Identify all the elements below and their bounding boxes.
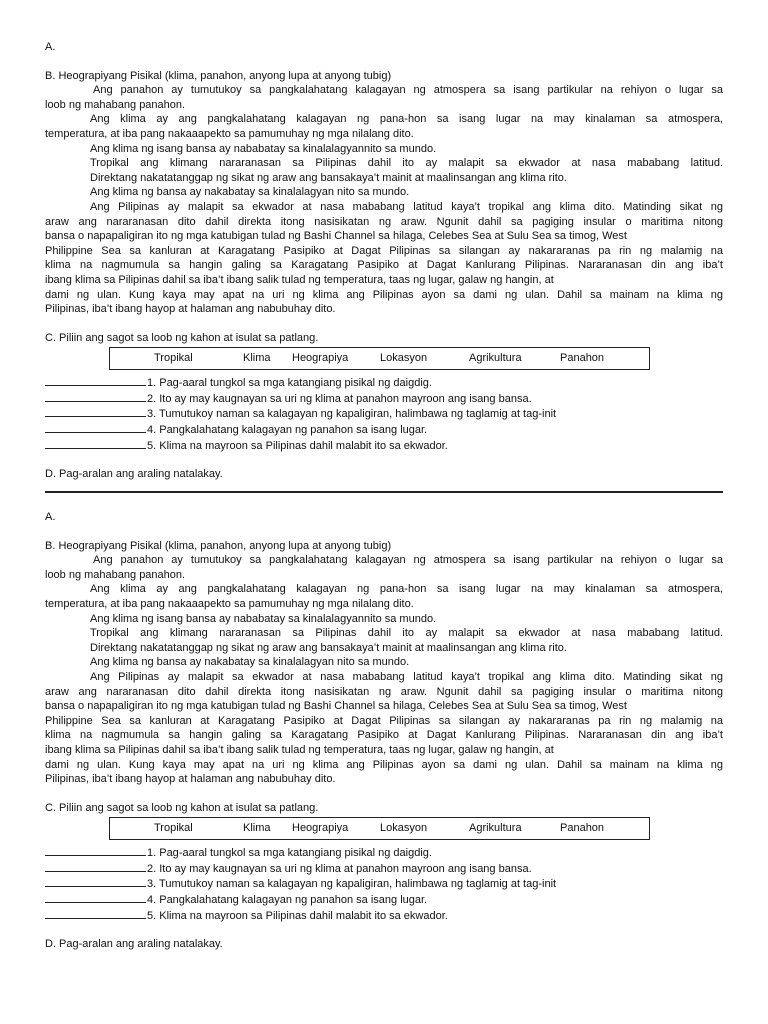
choice-word: Panahon	[560, 352, 605, 365]
paragraph-line: loob ng mahabang panahon.	[45, 98, 186, 111]
answer-blank[interactable]	[45, 391, 146, 402]
answer-blank[interactable]	[45, 422, 146, 433]
answer-blank[interactable]	[45, 438, 146, 449]
answer-blank[interactable]	[45, 375, 146, 386]
paragraph-line: Ang klima ay ang pangkalahatang kalagayan ng pana-hon sa isang lugar na may kinalaman sa atmospera,	[90, 113, 723, 126]
answer-blank[interactable]	[45, 861, 146, 872]
paragraph-line: Pilipinas, iba’t ibang hayop at halaman ang nabubuhay dito.	[45, 773, 336, 786]
answer-blank[interactable]	[45, 406, 146, 417]
quiz-item	[45, 406, 723, 422]
paragraph-line: bansa o napapaligiran ito ng mga katubigan tulad ng Bashi Channel sa hilaga, Celebes Sea at Sulu Sea sa timog, West	[45, 230, 627, 243]
paragraph-line: Ang klima ng bansa ay nakabatay sa kinalalagyan nito sa mundo.	[90, 656, 410, 669]
paragraph-line: klima na nagmumula sa hangin galing sa Karagatang Pasipiko at Dagat Kanlurang Pilipinas. Nararanasan din ang iba’t	[45, 259, 723, 272]
quiz-item	[45, 422, 723, 438]
quiz-item-text: 5. Klima na mayroon sa Pilipinas dahil malabit ito sa ekwador.	[147, 909, 448, 922]
quiz-item-text: 4. Pangkalahatang kalagayan ng panahon sa isang lugar.	[147, 424, 428, 437]
choice-word: Heograpiya	[292, 352, 349, 365]
answer-blank[interactable]	[45, 876, 146, 887]
quiz-item-text: 3. Tumutukoy naman sa kalagayan ng kapaligiran, halimbawa ng taglamig at tag-init	[147, 408, 557, 421]
paragraph-line: Ang klima ng isang bansa ay nababatay sa kinalalagyannito sa mundo.	[90, 612, 437, 625]
paragraph-line: Ang klima ng isang bansa ay nababatay sa kinalalagyannito sa mundo.	[90, 142, 437, 155]
paragraph-line: Ang Pilipinas ay malapit sa ekwador at nasa mababang latitud kaya’t tropikal ang klima dito. Matinding sikat ng	[90, 670, 723, 683]
quiz-item-text: 4. Pangkalahatang kalagayan ng panahon sa isang lugar.	[147, 894, 428, 907]
section-d-label: D. Pag-aralan ang araling natalakay.	[45, 468, 223, 481]
paragraph-line: Ang panahon ay tumutukoy sa pangkalahatang kalagayan ng atmospera sa isang partikular na rehiyon o lugar sa	[93, 554, 723, 567]
section-c-instruction: C. Piliin ang sagot sa loob ng kahon at isulat sa patlang.	[45, 331, 319, 344]
quiz-item-text: 3. Tumutukoy naman sa kalagayan ng kapaligiran, halimbawa ng taglamig at tag-init	[147, 878, 557, 891]
section-d-label: D. Pag-aralan ang araling natalakay.	[45, 938, 223, 951]
paragraph-line: Philippine Sea sa kanluran at Karagatang Pasipiko at Dagat Pilipinas sa silangan ay nakararanas pa rin ng malamig na	[45, 244, 723, 257]
paragraph-line: dami ng ulan. Kung kaya may apat na uri ng klima ang Pilipinas ayon sa dami ng ulan. Dahil sa mainam na klima ng	[45, 758, 723, 771]
paragraph-line: Tropikal ang klimang nararanasan sa Pilipinas dahil ito ay malapit sa ekwador at nasa mababang latitud.	[90, 157, 723, 170]
paragraph-line: Philippine Sea sa kanluran at Karagatang Pasipiko at Dagat Pilipinas sa silangan ay nakararanas pa rin ng malamig na	[45, 714, 723, 727]
paragraph-line: bansa o napapaligiran ito ng mga katubigan tulad ng Bashi Channel sa hilaga, Celebes Sea at Sulu Sea sa timog, West	[45, 700, 627, 713]
quiz-item	[45, 375, 723, 391]
choice-word: Klima	[243, 822, 271, 835]
section-a-label: A.	[45, 41, 56, 53]
choice-word: Heograpiya	[292, 822, 349, 835]
paragraph-line: klima na nagmumula sa hangin galing sa Karagatang Pasipiko at Dagat Kanlurang Pilipinas. Nararanasan din ang iba’t	[45, 729, 723, 742]
worksheet-copy-bottom	[45, 510, 723, 952]
answer-blank[interactable]	[45, 908, 146, 919]
paragraph-line: Ang panahon ay tumutukoy sa pangkalahatang kalagayan ng atmospera sa isang partikular na rehiyon o lugar sa	[93, 84, 723, 97]
choice-word: Tropikal	[154, 822, 193, 835]
section-a-label: A.	[45, 511, 56, 523]
paragraph-line: loob ng mahabang panahon.	[45, 568, 186, 581]
choice-word: Tropikal	[154, 352, 193, 365]
quiz-item	[45, 892, 723, 908]
worksheet-copy-top	[45, 40, 723, 482]
paragraph-line: araw ang nararanasan dito dahil direkta itong nasisikatan ng araw. Ngunit dahil sa pagiging insular o maritima nitong	[45, 215, 723, 228]
paragraph-line: temperatura, at iba pang nakaaapekto sa pamumuhay ng mga nilalang dito.	[45, 127, 414, 140]
choice-word: Klima	[243, 352, 271, 365]
quiz-item-text: 2. Ito ay may kaugnayan sa uri ng klima at panahon mayroon ang isang bansa.	[147, 862, 532, 875]
answer-blank[interactable]	[45, 892, 146, 903]
choice-word: Lokasyon	[380, 352, 428, 365]
paragraph-line: Ang klima ay ang pangkalahatang kalagayan ng pana-hon sa isang lugar na may kinalaman sa atmospera,	[90, 583, 723, 596]
quiz-item	[45, 908, 723, 924]
paragraph-line: dami ng ulan. Kung kaya may apat na uri ng klima ang Pilipinas ayon sa dami ng ulan. Dahil sa mainam na klima ng	[45, 288, 723, 301]
section-b-heading: B. Heograpiyang Pisikal (klima, panahon, anyong lupa at anyong tubig)	[45, 539, 392, 552]
section-c-instruction: C. Piliin ang sagot sa loob ng kahon at isulat sa patlang.	[45, 801, 319, 814]
paragraph-line: Direktang nakatatanggap ng sikat ng araw ang bansakaya’t mainit at maalinsangan ang klima rito.	[90, 171, 567, 184]
word-choice-box	[109, 347, 650, 370]
quiz-item-text: 1. Pag-aaral tungkol sa mga katangiang pisikal ng daigdig.	[147, 847, 432, 860]
paragraph-line: temperatura, at iba pang nakaaapekto sa pamumuhay ng mga nilalang dito.	[45, 597, 414, 610]
paragraph-line: Tropikal ang klimang nararanasan sa Pilipinas dahil ito ay malapit sa ekwador at nasa mababang latitud.	[90, 627, 723, 640]
word-choice-box	[109, 817, 650, 840]
paragraph-line: Direktang nakatatanggap ng sikat ng araw ang bansakaya’t mainit at maalinsangan ang klima rito.	[90, 641, 567, 654]
quiz-item	[45, 438, 723, 454]
choice-word: Agrikultura	[469, 822, 522, 835]
paragraph-line: Ang klima ng bansa ay nakabatay sa kinalalagyan nito sa mundo.	[90, 186, 410, 199]
section-b-heading: B. Heograpiyang Pisikal (klima, panahon, anyong lupa at anyong tubig)	[45, 69, 392, 82]
choice-word: Panahon	[560, 822, 605, 835]
paragraph-line: ibang klima sa Pilipinas dahil sa iba’t ibang salik tulad ng temperatura, taas ng lugar, galaw ng hangin, at	[45, 743, 554, 756]
quiz-item-text: 5. Klima na mayroon sa Pilipinas dahil malabit ito sa ekwador.	[147, 439, 448, 452]
paragraph-line: Pilipinas, iba’t ibang hayop at halaman ang nabubuhay dito.	[45, 303, 336, 316]
paragraph-line: ibang klima sa Pilipinas dahil sa iba’t ibang salik tulad ng temperatura, taas ng lugar, galaw ng hangin, at	[45, 273, 554, 286]
quiz-item	[45, 876, 723, 892]
paragraph-line: araw ang nararanasan dito dahil direkta itong nasisikatan ng araw. Ngunit dahil sa pagiging insular o maritima nitong	[45, 685, 723, 698]
answer-blank[interactable]	[45, 845, 146, 856]
paragraph-line: Ang Pilipinas ay malapit sa ekwador at nasa mababang latitud kaya’t tropikal ang klima dito. Matinding sikat ng	[90, 200, 723, 213]
choice-word: Agrikultura	[469, 352, 522, 365]
quiz-item-text: 1. Pag-aaral tungkol sa mga katangiang pisikal ng daigdig.	[147, 377, 432, 390]
choice-word: Lokasyon	[380, 822, 428, 835]
quiz-item	[45, 861, 723, 877]
quiz-item	[45, 391, 723, 407]
quiz-item	[45, 845, 723, 861]
section-divider	[45, 491, 723, 493]
quiz-item-text: 2. Ito ay may kaugnayan sa uri ng klima at panahon mayroon ang isang bansa.	[147, 392, 532, 405]
